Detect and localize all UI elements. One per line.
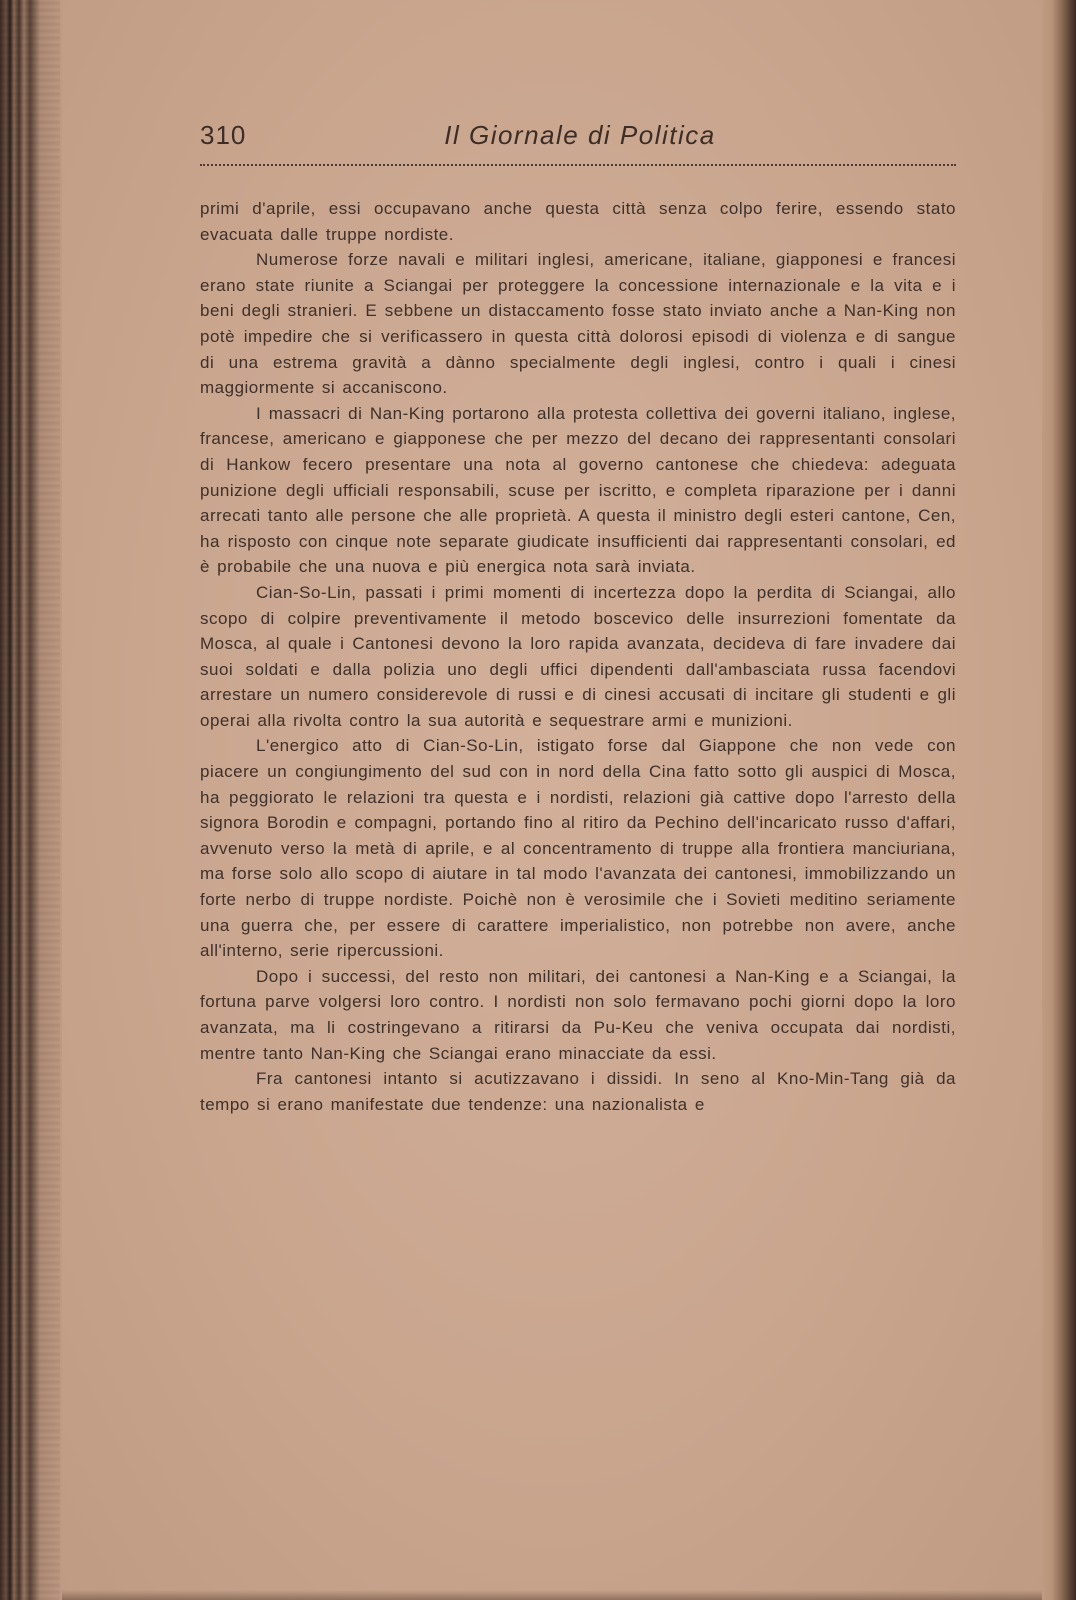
paragraph: Numerose forze navali e militari inglesi, americane, italiane, giapponesi e francesi erano state riunite a Sciangai per proteggere la concessione internazionale e la vita e i beni degli stranieri. E sebbene un distaccamento fosse stato inviato anche a Nan-King non potè impedire che si verificassero in questa città dolorosi episodi di violenza e di sangue di una estrema gravità a dànno specialmente degli inglesi, contro i quali i cinesi maggiormente si accaniscono. bbox=[200, 250, 956, 398]
paragraph: L'energico atto di Cian-So-Lin, istigato forse dal Giappone che non vede con piacere un congiungimento del sud con in nord della Cina fatto sotto gli auspici di Mosca, ha peggiorato le relazioni tra questa e i nordisti, relazioni già cattive dopo l'arresto della signora Borodin e compagni, portando fino al ritiro da Pechino dell'incaricato russo d'affari, avvenuto verso la metà di aprile, e al concentramento di truppe alla frontiera manciuriana, ma forse solo allo scopo di aiutare in tal modo l'avanzata dei cantonesi, immobilizzando un forte nerbo di truppe nordiste. Poichè non è verosimile che i Sovieti meditino seriamente una guerra che, per essere di carattere imperialistico, non potrebbe non avere, anche all'interno, serie ripercussioni. bbox=[200, 736, 956, 961]
page-edge bbox=[1042, 0, 1076, 1600]
paragraph: Fra cantonesi intanto si acutizzavano i dissidi. In seno al Kno-Min-Tang già da tempo si erano manifestate due tendenze: una nazionalista e bbox=[200, 1069, 956, 1114]
paragraph: primi d'aprile, essi occupavano anche questa città senza colpo ferire, essendo stato evacuata dalle truppe nordiste. bbox=[200, 199, 956, 244]
paragraph: I massacri di Nan-King portarono alla protesta collettiva dei governi italiano, inglese, francese, americano e giapponese che per mezzo del decano dei rappresentanti consolari di Hankow fecero presentare una nota al governo cantonese che chiedeva: adeguata punizione degli ufficiali responsabili, scuse per iscritto, e completa riparazione per i danni arrecati tanto alle persone che alle proprietà. A questa il ministro degli esteri cantone, Cen, ha risposto con cinque note separate giudicate insufficienti dai rappresentanti consolari, ed è probabile che una nuova e più energica nota sarà inviata. bbox=[200, 403, 956, 577]
header-dotted-rule bbox=[200, 164, 956, 166]
book-binding bbox=[0, 0, 62, 1600]
running-title: Il Giornale di Politica bbox=[444, 120, 716, 150]
body-text bbox=[200, 196, 956, 1117]
page-number: 310 bbox=[200, 120, 247, 150]
paragraph: Dopo i successi, del resto non militari, dei cantonesi a Nan-King e a Sciangai, la fortuna parve volgersi loro contro. I nordisti non solo fermavano pochi giorni dopo la loro avanzata, ma li costringevano a ritirarsi da Pu-Keu che veniva occupata dai nordisti, mentre tanto Nan-King che Sciangai erano minacciate da essi. bbox=[200, 966, 956, 1063]
page-header bbox=[200, 120, 960, 160]
paragraph: Cian-So-Lin, passati i primi momenti di incertezza dopo la perdita di Sciangai, allo scopo di colpire preventivamente il metodo boscevico delle insurrezioni fomentate da Mosca, al quale i Cantonesi devono la loro rapida avanzata, decideva di fare invadere dai suoi soldati e dalla polizia uno degli uffici dipendenti dall'ambasciata russa facendovi arrestare un numero considerevole di russi e di cinesi accusati di incitare gli studenti e gli operai alla rivolta contro la sua autorità e sequestrare armi e munizioni. bbox=[200, 582, 956, 730]
page-bottom-edge bbox=[62, 1590, 1042, 1600]
